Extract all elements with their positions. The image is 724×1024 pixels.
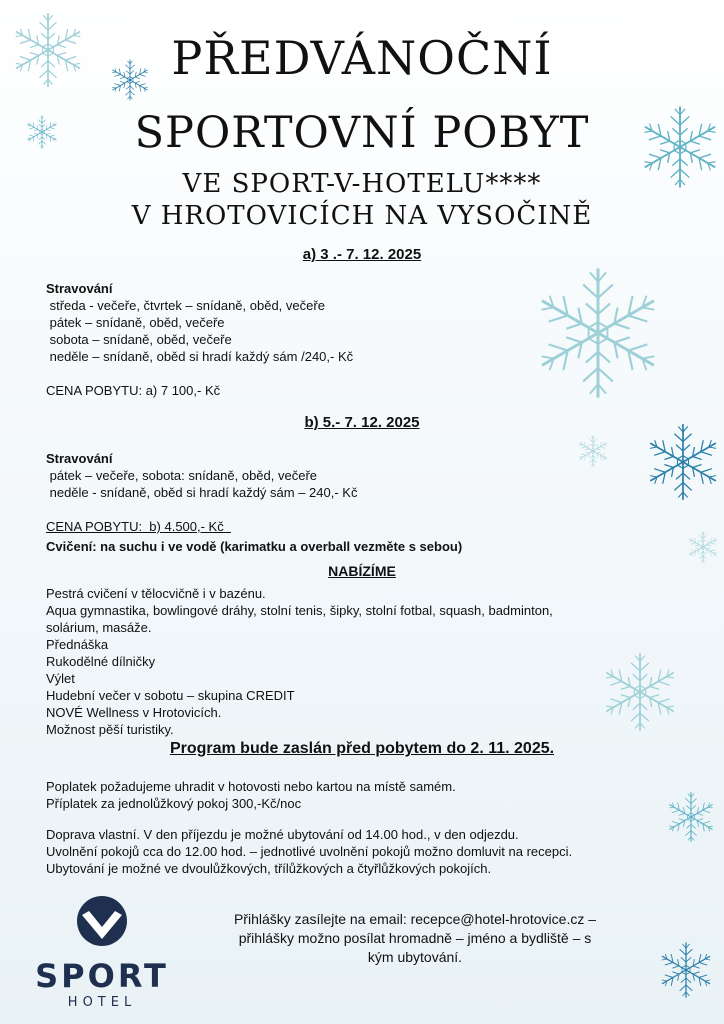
meal-item: pátek – snídaně, oběd, večeře	[46, 315, 225, 330]
hotel-logo	[22, 895, 182, 1015]
list-item: Přednáška	[46, 637, 109, 652]
contact-line: Přihlášky zasílejte na email: recepce@hotel-hrotovice.cz –	[233, 911, 597, 927]
fees	[46, 778, 456, 812]
page-title: PŘEDVÁNOČNÍ	[171, 31, 553, 85]
page-subtitle: SPORTOVNÍ POBYT	[134, 108, 590, 158]
list-item: Aqua gymnastika, bowlingové dráhy, stolní tenis, šipky, stolní fotbal, squash, badminton,	[46, 603, 553, 618]
list-item: Pestrá cvičení v tělocvičně i v bazénu.	[46, 586, 266, 601]
hotel-name: VE SPORT-V-HOTELU****	[182, 169, 542, 199]
offer-list	[46, 585, 553, 738]
meals-label: Stravování	[46, 281, 113, 296]
logo-brand: SPORT	[35, 957, 169, 995]
option-a-heading: a) 3 .- 7. 12. 2025	[302, 246, 422, 263]
list-item: solárium, masáže.	[46, 620, 152, 635]
snowflake-icon	[596, 650, 684, 734]
transport-line: Doprava vlastní. V den příjezdu je možné ubytování od 14.00 hod., v den odjezdu.	[46, 827, 519, 842]
snowflake-icon	[642, 418, 724, 506]
contact-info	[190, 910, 640, 967]
fee-line: Příplatek za jednolůžkový pokoj 300,-Kč/noc	[46, 796, 302, 811]
meals-label: Stravování	[46, 451, 113, 466]
snowflake-icon	[528, 258, 668, 408]
meal-item: pátek – večeře, sobota: snídaně, oběd, večeře	[46, 468, 318, 483]
list-item: NOVÉ Wellness v Hrotovicích.	[46, 705, 222, 720]
option-b-details	[46, 450, 357, 535]
list-item: Rukodělné dílničky	[46, 654, 156, 669]
list-item: Hudební večer v sobotu – skupina CREDIT	[46, 688, 295, 703]
exercise-note: Cvičení: na suchu i ve vodě (karimatku a overball vezměte s sebou)	[46, 539, 463, 554]
list-item: Možnost pěší turistiky.	[46, 722, 174, 737]
program-note: Program bude zaslán před pobytem do 2. 11. 2025.	[169, 740, 555, 757]
price-b: CENA POBYTU: b) 4.500,- Kč	[46, 519, 231, 534]
snowflake-icon	[576, 434, 610, 468]
list-item: Výlet	[46, 671, 75, 686]
offer-heading: NABÍZÍME	[328, 563, 396, 579]
contact-line: kým ubytování.	[367, 949, 463, 965]
transport-line: Ubytování je možné ve dvoulůžkových, třílůžkových a čtyřlůžkových pokojích.	[46, 861, 492, 876]
snowflake-icon	[656, 940, 716, 1000]
fee-line: Poplatek požadujeme uhradit v hotovosti nebo kartou na místě samém.	[46, 779, 456, 794]
transport-info	[46, 826, 572, 877]
hotel-location: V HROTOVICÍCH NA VYSOČINĚ	[131, 201, 593, 231]
price-a: CENA POBYTU: a) 7 100,- Kč	[46, 383, 221, 398]
logo-sub: HOTEL	[67, 995, 137, 1010]
meal-item: neděle – snídaně, oběd si hradí každý sám /240,- Kč	[46, 349, 354, 364]
meal-item: středa - večeře, čtvrtek – snídaně, oběd, večeře	[46, 298, 325, 313]
snowflake-icon	[664, 790, 718, 844]
contact-line: přihlášky možno posílat hromadně – jméno a bydliště – s	[238, 930, 592, 946]
transport-line: Uvolnění pokojů cca do 12.00 hod. – jednotlivé uvolnění pokojů možno domluvit na recepci.	[46, 844, 573, 859]
meal-item: sobota – snídaně, oběd, večeře	[46, 332, 232, 347]
meal-item: neděle - snídaně, oběd si hradí každý sám – 240,- Kč	[46, 485, 358, 500]
option-a-details	[46, 280, 353, 399]
option-b-heading: b) 5.- 7. 12. 2025	[304, 414, 420, 431]
snowflake-icon	[686, 530, 720, 564]
